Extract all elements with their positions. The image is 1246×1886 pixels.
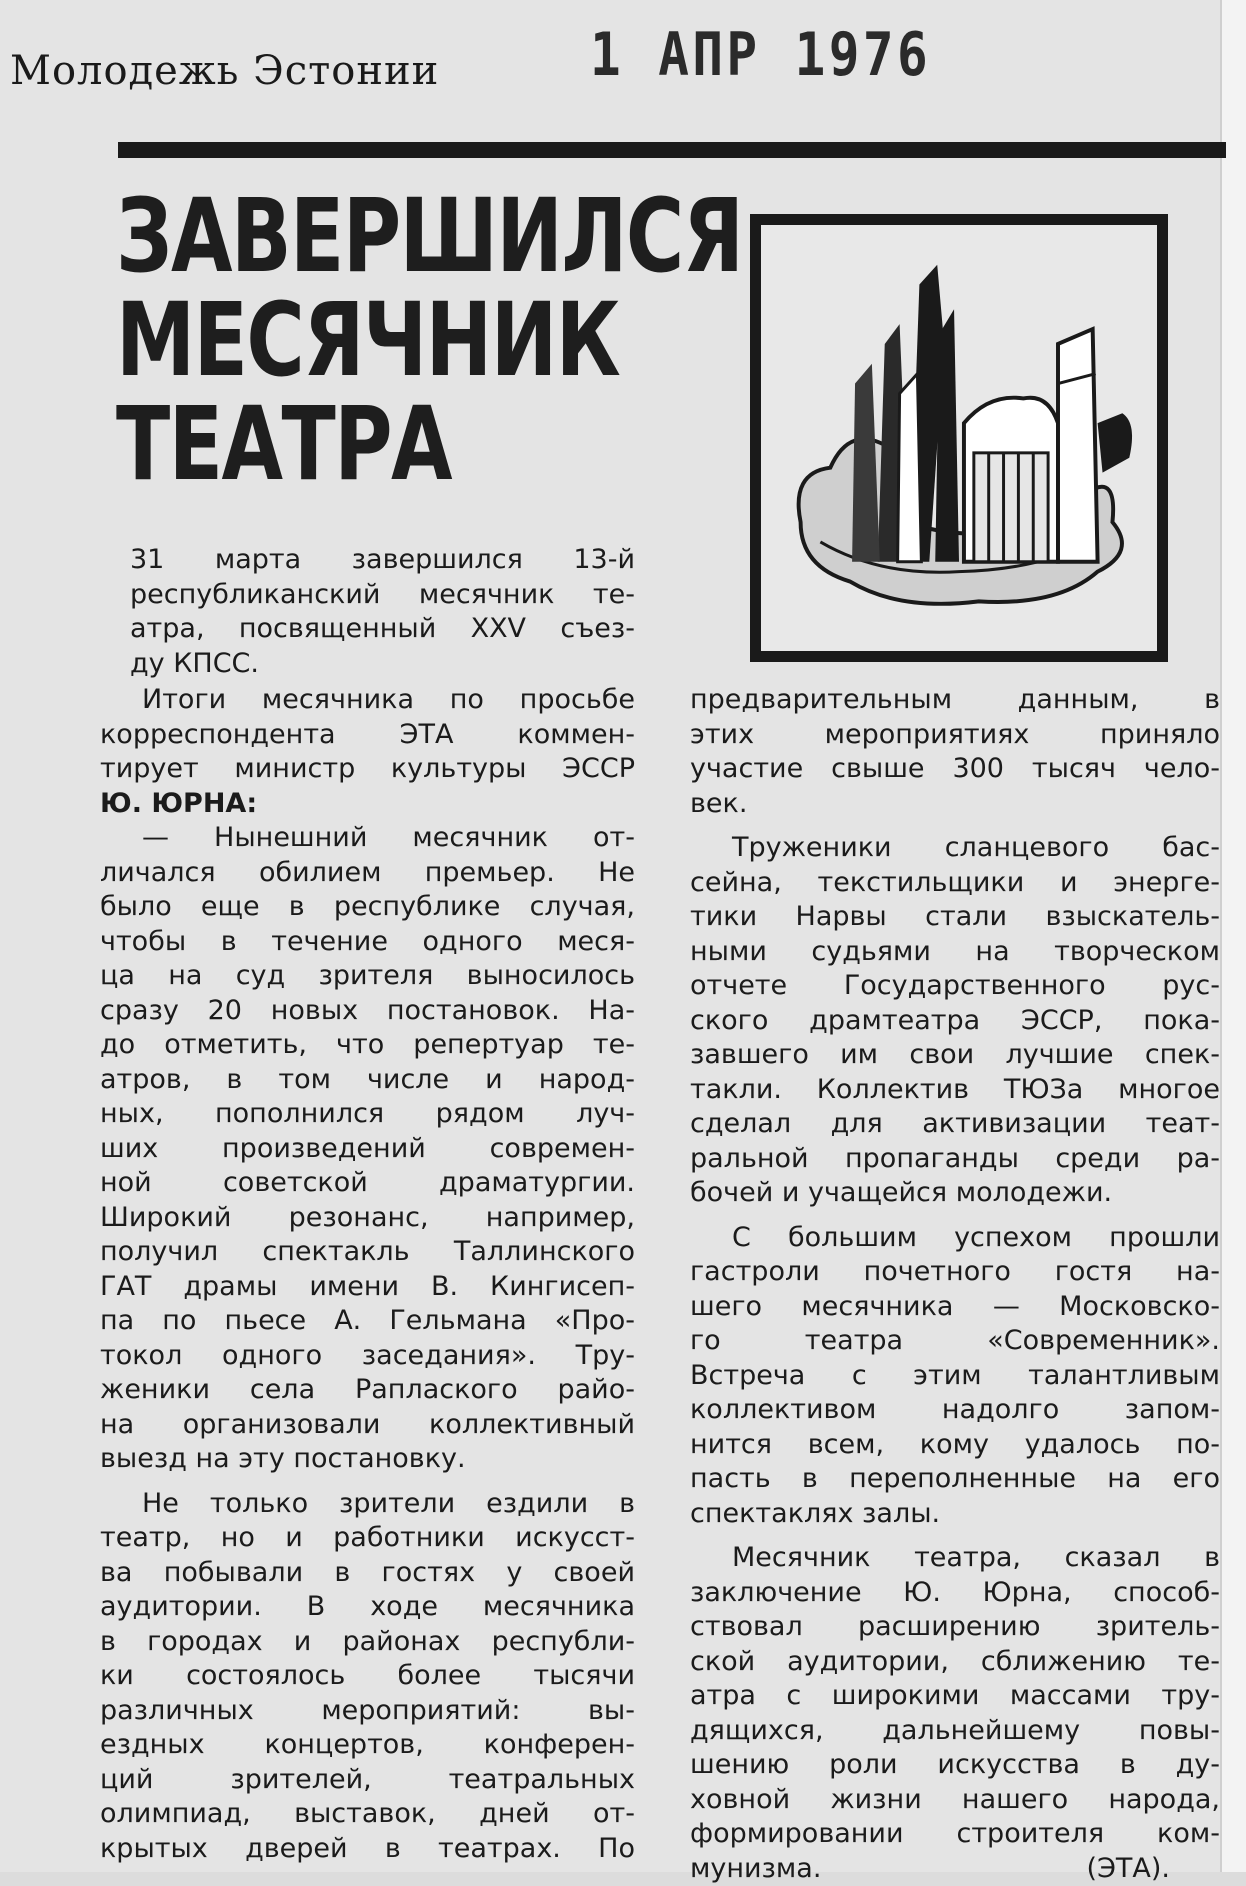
article-lead bbox=[130, 543, 635, 681]
text-line: шего месячника — Московско- bbox=[690, 1290, 1220, 1325]
text-line: век. bbox=[690, 787, 1220, 822]
text-line: С большим успехом прошли bbox=[690, 1221, 1220, 1256]
text-line: тирует министр культуры ЭССР bbox=[100, 752, 635, 787]
headline-line: ТЕАТРА bbox=[116, 393, 742, 497]
text-line: сразу 20 новых постановок. На- bbox=[100, 994, 635, 1029]
text-line: — Нынешний месячник от- bbox=[100, 821, 635, 856]
source-credit: (ЭТА). bbox=[1087, 1852, 1220, 1886]
text-line: ральной пропаганды среди ра- bbox=[690, 1142, 1220, 1177]
text-line: ными судьями на творческом bbox=[690, 935, 1220, 970]
text-line: ца на суд зрителя выносилось bbox=[100, 959, 635, 994]
text-line: ГАТ драмы имени В. Кингисеп- bbox=[100, 1270, 635, 1305]
text-line: до отметить, что репертуар те- bbox=[100, 1028, 635, 1063]
text-line: нится всем, кому удалось по- bbox=[690, 1428, 1220, 1463]
text-line: Месячник театра, сказал в bbox=[690, 1541, 1220, 1576]
newspaper-masthead: Молодежь Эстонии bbox=[10, 48, 439, 94]
text-line: формировании строителя ком- bbox=[690, 1817, 1220, 1852]
text-line: участие свыше 300 тысяч чело- bbox=[690, 752, 1220, 787]
text-line: ездных концертов, конферен- bbox=[100, 1728, 635, 1763]
text-line: республиканский месячник те- bbox=[130, 578, 635, 613]
text-line: в городах и районах республи- bbox=[100, 1625, 635, 1660]
text-line: сейна, текстильщики и энерге- bbox=[690, 866, 1220, 901]
text-line: ского драмтеатра ЭССР, пока- bbox=[690, 1004, 1220, 1039]
text-line: гастроли почетного гостя на- bbox=[690, 1255, 1220, 1290]
text-line: шению роли искусства в ду- bbox=[690, 1748, 1220, 1783]
text-line: токол одного заседания». Тру- bbox=[100, 1339, 635, 1374]
text-line: Труженики сланцевого бас- bbox=[690, 831, 1220, 866]
paragraph-gap bbox=[690, 1211, 1220, 1221]
closing-line bbox=[690, 1852, 1220, 1886]
article-headline bbox=[116, 185, 742, 497]
text-line: коллективом надолго запом- bbox=[690, 1393, 1220, 1428]
text-line: завшего им свои лучшие спек- bbox=[690, 1038, 1220, 1073]
text-line: атра, посвященный XXV съез- bbox=[130, 612, 635, 647]
paragraph-gap bbox=[690, 821, 1220, 831]
text-line: мунизма. bbox=[690, 1852, 821, 1886]
headline-line: МЕСЯЧНИК bbox=[116, 289, 742, 393]
text-line: отчете Государственного рус- bbox=[690, 969, 1220, 1004]
text-line: ных, пополнился рядом луч- bbox=[100, 1097, 635, 1132]
author-name bbox=[100, 787, 635, 822]
text-line: пасть в переполненные на его bbox=[690, 1462, 1220, 1497]
text-line: на организовали коллективный bbox=[100, 1408, 635, 1443]
text-line: дящихся, дальнейшему повы- bbox=[690, 1714, 1220, 1749]
text-line: олимпиад, выставок, дней от- bbox=[100, 1797, 635, 1832]
text-line: атра с широкими массами тру- bbox=[690, 1679, 1220, 1714]
author-name-text: Ю. ЮРНА: bbox=[100, 788, 257, 819]
date-stamp: 1 АПР 1976 bbox=[590, 20, 931, 90]
text-line: этих мероприятиях приняло bbox=[690, 718, 1220, 753]
text-line: тики Нарвы стали взыскатель- bbox=[690, 900, 1220, 935]
text-line: ховной жизни нашего народа, bbox=[690, 1783, 1220, 1818]
text-line: го театра «Современник». bbox=[690, 1324, 1220, 1359]
text-line: Не только зрители ездили в bbox=[100, 1487, 635, 1522]
paragraph-gap bbox=[690, 1531, 1220, 1541]
text-line: такли. Коллектив ТЮЗа многое bbox=[690, 1073, 1220, 1108]
article-column-left bbox=[100, 683, 635, 1866]
text-line: ших произведений современ- bbox=[100, 1132, 635, 1167]
text-line: ствовал расширению зритель- bbox=[690, 1610, 1220, 1645]
text-line: ки состоялось более тысячи bbox=[100, 1659, 635, 1694]
text-line: чтобы в течение одного меся- bbox=[100, 925, 635, 960]
text-line: бочей и учащейся молодежи. bbox=[690, 1176, 1220, 1211]
text-line: Встреча с этим талантливым bbox=[690, 1359, 1220, 1394]
text-line: Итоги месячника по просьбе bbox=[100, 683, 635, 718]
text-line: 31 марта завершился 13-й bbox=[130, 543, 635, 578]
text-line: различных мероприятий: вы- bbox=[100, 1694, 635, 1729]
text-line: было еще в республике случая, bbox=[100, 890, 635, 925]
headline-line: ЗАВЕРШИЛСЯ bbox=[116, 185, 742, 289]
text-line: театр, но и работники искусст- bbox=[100, 1521, 635, 1556]
text-line: заключение Ю. Юрна, способ- bbox=[690, 1576, 1220, 1611]
paragraph-gap bbox=[100, 1477, 635, 1487]
text-line: женики села Раплаского райо- bbox=[100, 1373, 635, 1408]
article-column-right bbox=[690, 683, 1220, 1886]
text-line: ций зрителей, театральных bbox=[100, 1763, 635, 1798]
text-line: выезд на эту постановку. bbox=[100, 1442, 635, 1477]
text-line: ной советской драматургии. bbox=[100, 1166, 635, 1201]
text-line: аудитории. В ходе месячника bbox=[100, 1590, 635, 1625]
clipping-edge bbox=[1220, 0, 1246, 1872]
theatre-emblem-icon bbox=[750, 214, 1168, 662]
text-line: ской аудитории, сближению те- bbox=[690, 1645, 1220, 1680]
text-line: па по пьесе А. Гельмана «Про- bbox=[100, 1304, 635, 1339]
text-line: корреспондента ЭТА коммен- bbox=[100, 718, 635, 753]
text-line: крытых дверей в театрах. По bbox=[100, 1832, 635, 1867]
text-line: атров, в том числе и народ- bbox=[100, 1063, 635, 1098]
text-line: ду КПСС. bbox=[130, 647, 635, 682]
text-line: Широкий резонанс, например, bbox=[100, 1201, 635, 1236]
text-line: сделал для активизации теат- bbox=[690, 1107, 1220, 1142]
text-line: предварительным данным, в bbox=[690, 683, 1220, 718]
text-line: спектаклях залы. bbox=[690, 1497, 1220, 1532]
text-line: личался обилием премьер. Не bbox=[100, 856, 635, 891]
header-rule bbox=[118, 142, 1226, 158]
text-line: ва побывали в гостях у своей bbox=[100, 1556, 635, 1591]
text-line: получил спектакль Таллинского bbox=[100, 1235, 635, 1270]
